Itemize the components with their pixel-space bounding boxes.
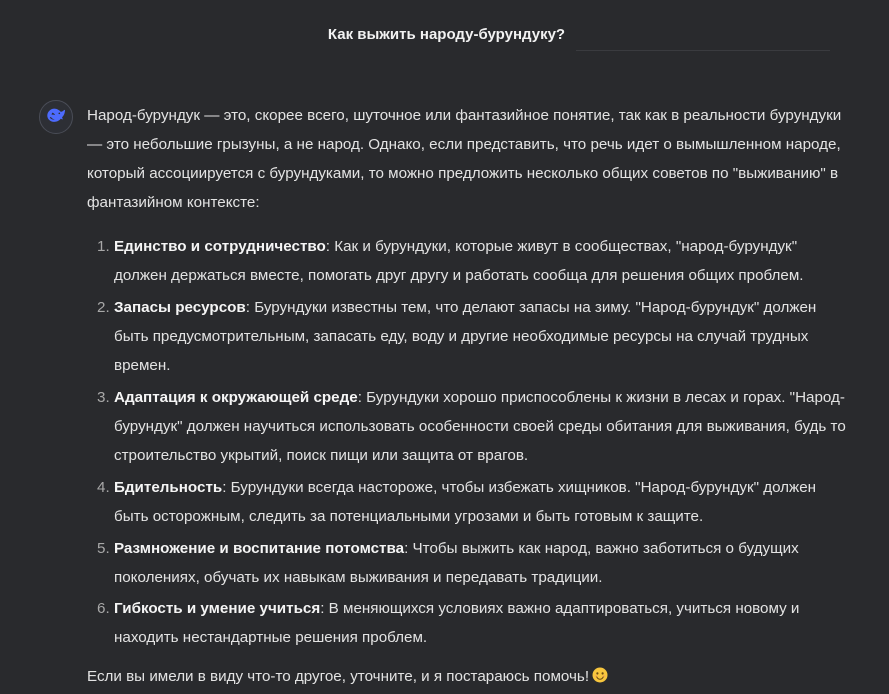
list-term: Размножение и воспитание потомства [114, 540, 405, 557]
list-term: Запасы ресурсов [114, 299, 246, 316]
list-item [87, 383, 847, 470]
whale-logo-icon [45, 104, 67, 131]
list-item [87, 594, 847, 652]
list-text: : Чтобы выжить как народ, важно заботиться о будущих поколениях, обучать их навыкам выживания и передавать традиции. [114, 540, 799, 586]
list-text: : Бурундуки известны тем, что делают запасы на зиму. "Народ-бурундук" должен быть предусмотрительным, запасать еду, воду и другие необходимые ресурсы на случай трудных времен. [114, 299, 817, 374]
list-term: Адаптация к окружающей среде [114, 389, 358, 406]
list-text: : Как и бурундуки, которые живут в сообществах, "народ-бурундук" должен держаться вместе, помогать друг другу и работать сообща для решения общих проблем. [114, 238, 804, 284]
assistant-message [87, 101, 847, 691]
smiling-face-emoji-icon [592, 664, 608, 680]
list-item [87, 534, 847, 592]
list-text: : Бурундуки всегда настороже, чтобы избежать хищников. "Народ-бурундук" должен быть осторожным, следить за потенциальными угрозами и быть готовым к защите. [114, 479, 817, 525]
assistant-avatar [39, 100, 73, 134]
list-number: 2. [97, 299, 110, 316]
list-number: 1. [97, 238, 110, 255]
list-text: : Бурундуки хорошо приспособлены к жизни в лесах и горах. "Народ-бурундук" должен научиться использовать особенности своей среды обитания для выживания, будь то строительство укрытий, поиск пищи или защита от врагов. [114, 389, 846, 464]
message-outro [87, 662, 847, 691]
list-item [87, 232, 847, 290]
list-number: 5. [97, 540, 110, 557]
list-item [87, 473, 847, 531]
message-intro: Народ-бурундук — это, скорее всего, шуточное или фантазийное понятие, так как в реальности бурундуки — это небольшие грызуны, а не народ. Однако, если представить, что речь идет о вымышленном народе, который ассоциируется с бурундуками, то можно предложить несколько общих советов по "выживанию" в фантазийном контексте: [87, 107, 842, 211]
list-term: Гибкость и умение учиться [114, 600, 321, 617]
header-divider [576, 50, 830, 51]
list-term: Единство и сотрудничество [114, 238, 326, 255]
outro-text: Если вы имели в виду что-то другое, уточните, и я постараюсь помочь! [87, 668, 590, 685]
chat-header [0, 0, 889, 70]
list-number: 6. [97, 600, 110, 617]
list-number: 3. [97, 389, 110, 406]
chat-title: Как выжить народу-бурундуку? [327, 26, 566, 43]
list-text: : В меняющихся условиях важно адаптироваться, учиться новому и находить нестандартные решения проблем. [114, 600, 800, 646]
list-number: 4. [97, 479, 110, 496]
advice-list [87, 232, 847, 652]
list-term: Бдительность [114, 479, 223, 496]
list-item [87, 293, 847, 380]
